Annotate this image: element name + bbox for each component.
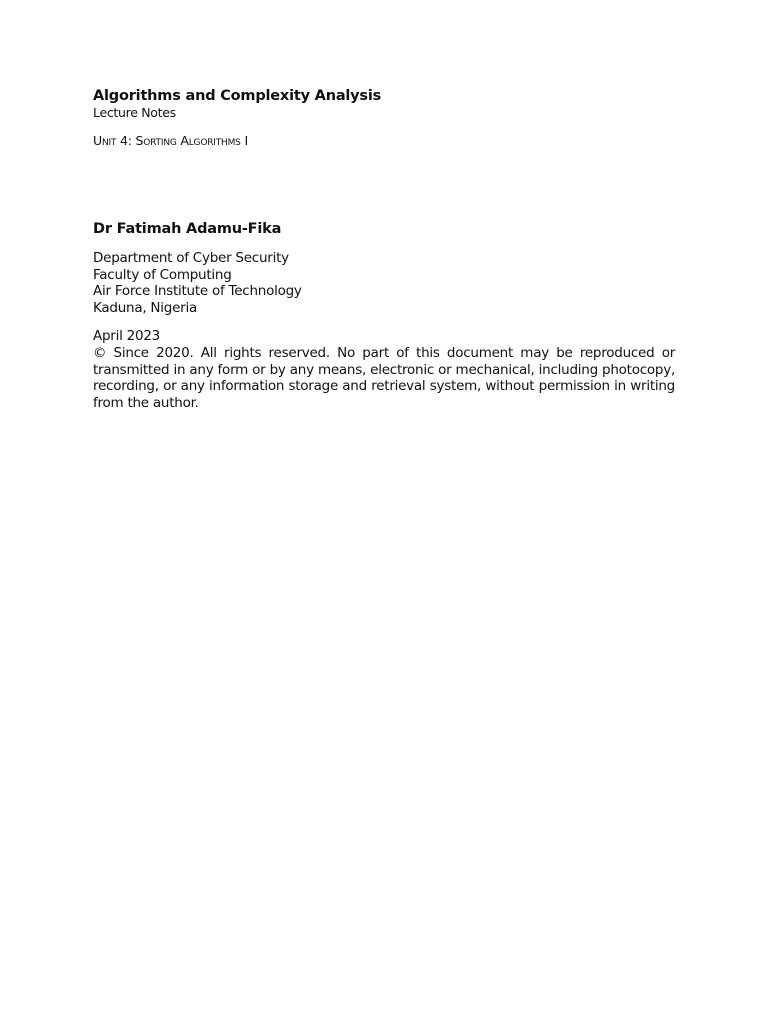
unit-heading: Unit 4: Sorting Algorithms I (93, 133, 248, 148)
author-name: Dr Fatimah Adamu-Fika (93, 221, 282, 237)
affiliation-department: Department of Cyber Security (93, 250, 289, 266)
copyright-notice: © Since 2020. All rights reserved. No part of this document may be reproduced or transmitted in any form or by any means, electronic or mechanical, including photocopy, recording, or any information storage and retrieval system, without permission in writing from the author. (93, 344, 675, 411)
affiliation-institute: Air Force Institute of Technology (93, 283, 302, 300)
affiliation-faculty: Faculty of Computing (93, 266, 232, 283)
author-affiliation (93, 250, 675, 316)
document-title: Algorithms and Complexity Analysis (93, 88, 382, 104)
affiliation-location: Kaduna, Nigeria (93, 299, 197, 316)
document-subtitle: Lecture Notes (93, 105, 176, 120)
title-page-content (93, 88, 675, 411)
publication-date: April 2023 (93, 328, 161, 345)
